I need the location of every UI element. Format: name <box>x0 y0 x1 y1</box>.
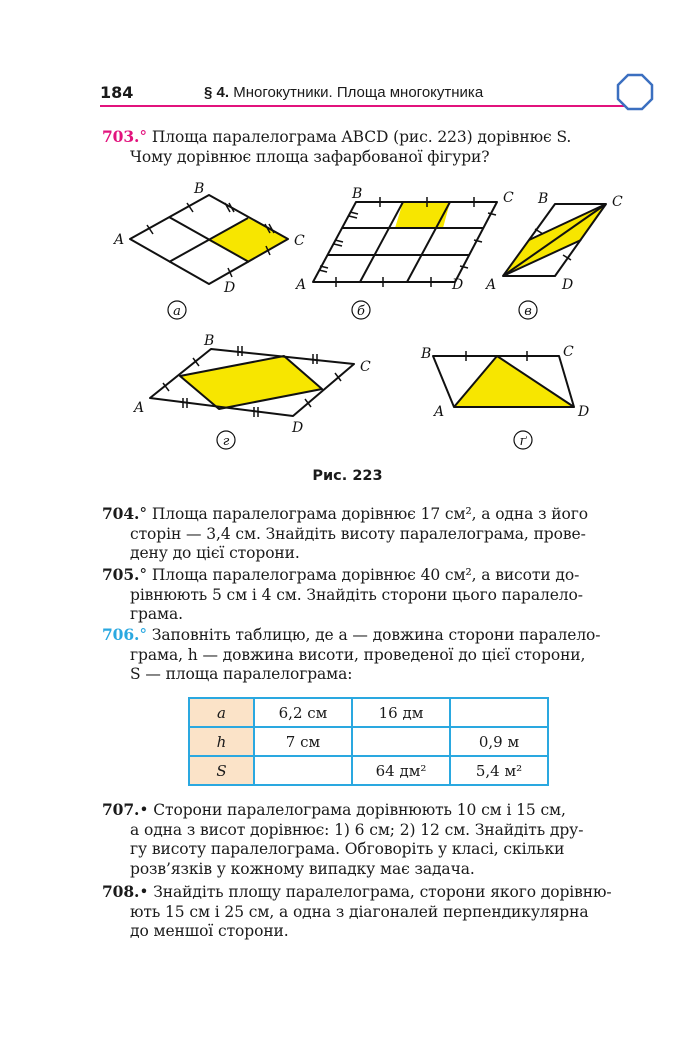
figure-tag: а <box>173 304 181 319</box>
problem-number: 706. <box>102 625 140 644</box>
problem-text: Площа паралелограма дорівнює 17 см², а одна з його <box>151 505 588 523</box>
table-cell: 0,9 м <box>450 727 548 756</box>
figure-tag: г <box>222 434 230 449</box>
problem-text: Площа паралелограма ABCD (рис. 223) дорівнює S. <box>151 128 572 146</box>
table-cell: 5,4 м² <box>450 756 548 785</box>
vertex-label: C <box>563 344 574 360</box>
problem-text: до меншої сторони. <box>130 922 289 940</box>
table-cell <box>254 756 352 785</box>
vertex-label: C <box>360 359 371 375</box>
row-header: a <box>189 698 254 727</box>
section-name: Многокутники. Площа многокутника <box>233 84 484 101</box>
table-cell: 7 см <box>254 727 352 756</box>
figure-tag: в <box>524 304 532 319</box>
problem-number: 704. <box>102 504 140 523</box>
table-row <box>189 756 548 785</box>
row-header: S <box>189 756 254 785</box>
problem-text: Знайдіть площу паралелограма, сторони якого дорівню- <box>153 883 612 901</box>
problem-text: ють 15 см і 25 см, а одна з діагоналей перпендикулярна <box>130 902 589 921</box>
figure-caption: Рис. 223 <box>312 468 383 484</box>
figure-g <box>132 333 371 436</box>
vertex-label: A <box>296 277 307 293</box>
vertex-label: B <box>352 186 363 202</box>
table-row <box>189 698 548 727</box>
problem-text: гу висоту паралелограма. Обговоріть у класі, скільки <box>130 840 565 858</box>
vertex-label: B <box>538 191 549 207</box>
values-table <box>188 697 549 786</box>
figure-v <box>484 191 623 293</box>
vertex-label: C <box>612 194 623 210</box>
problem-708: 708.• Знайдіть площу паралелограма, сторони якого дорівню- ють 15 см і 25 см, а одна з діагоналей перпендикулярна до меншої сторони. <box>102 882 642 942</box>
problem-text: S — площа паралелограма: <box>130 665 353 683</box>
figure-gg <box>420 344 589 420</box>
table-cell: 64 дм² <box>352 756 450 785</box>
problem-number: 708. <box>102 882 140 901</box>
figure-b <box>294 186 514 293</box>
figure-tag: б <box>357 304 365 319</box>
problem-text: Заповніть таблицю, де a — довжина сторони паралело- <box>151 626 601 644</box>
vertex-label: A <box>114 232 125 248</box>
problem-703: 703.° Площа паралелограма ABCD (рис. 223) дорівнює S. Чому дорівнює площа зафарбованої фігури? <box>102 127 642 167</box>
fig-b-shaded <box>395 202 450 228</box>
vertex-label: D <box>224 280 236 296</box>
row-header: h <box>189 727 254 756</box>
vertex-label: B <box>194 181 205 197</box>
problem-text: грама. <box>130 605 183 623</box>
problem-704: 704.° Площа паралелограма дорівнює 17 см², а одна з його сторін — 3,4 см. Знайдіть висоту паралелограма, прове- дену до цієї сторони. <box>102 504 642 564</box>
vertex-label: A <box>134 400 145 416</box>
figure-a <box>112 181 305 296</box>
figure-223 <box>0 0 695 470</box>
vertex-label: C <box>503 190 514 206</box>
problem-text: рівнюють 5 см і 4 см. Знайдіть сторони цього паралело- <box>130 585 583 604</box>
page-number: 184 <box>100 83 134 102</box>
problem-text: дену до цієї сторони. <box>130 544 300 562</box>
table-cell: 16 дм <box>352 698 450 727</box>
vertex-label: D <box>578 404 590 420</box>
problem-707: 707.• Сторони паралелограма дорівнюють 10 см і 15 см, а одна з висот дорівнює: 1) 6 см; 2) 12 см. Знайдіть дру- гу висоту паралелограма. Обговоріть у класі, скільки розв’язків у кожному випадку має задача. <box>102 800 642 879</box>
problem-text: Чому дорівнює площа зафарбованої фігури? <box>130 147 490 166</box>
vertex-label: D <box>562 277 574 293</box>
vertex-label: C <box>294 233 305 249</box>
vertex-label: A <box>486 277 497 293</box>
problem-705: 705.° Площа паралелограма дорівнює 40 см², а висоти до- рівнюють 5 см і 4 см. Знайдіть сторони цього паралело- грама. <box>102 565 642 625</box>
problem-text: розв’язків у кожному випадку має задача. <box>130 859 475 878</box>
table-cell: 6,2 см <box>254 698 352 727</box>
table-cell <box>450 698 548 727</box>
section-number: § 4. <box>204 84 230 101</box>
problem-706: 706.° Заповніть таблицю, де a — довжина сторони паралело- грама, h — довжина висоти, проведеної до цієї сторони, S — площа паралелограма: <box>102 625 642 685</box>
fig-g-shaded <box>180 356 322 409</box>
problem-text: сторін — 3,4 см. Знайдіть висоту паралелограма, прове- <box>130 524 586 543</box>
problem-number: 707. <box>102 800 140 819</box>
problem-text: а одна з висот дорівнює: 1) 6 см; 2) 12 см. Знайдіть дру- <box>130 820 584 839</box>
vertex-label: D <box>292 420 304 436</box>
problem-text: Сторони паралелограма дорівнюють 10 см і 15 см, <box>153 801 566 819</box>
fig-gg-shaded <box>454 356 574 407</box>
problem-number: 703. <box>102 127 140 146</box>
vertex-label: B <box>421 346 432 362</box>
vertex-label: B <box>204 333 215 349</box>
figure-tag: ґ <box>519 434 527 449</box>
fig-a-shaded <box>209 218 288 262</box>
problem-number: 705. <box>102 565 140 584</box>
vertex-label: A <box>434 404 445 420</box>
problem-text: грама, h — довжина висоти, проведеної до цієї сторони, <box>130 645 586 664</box>
vertex-label: D <box>452 277 464 293</box>
table-row <box>189 727 548 756</box>
table-cell <box>352 727 450 756</box>
problem-text: Площа паралелограма дорівнює 40 см², а висоти до- <box>151 566 580 584</box>
